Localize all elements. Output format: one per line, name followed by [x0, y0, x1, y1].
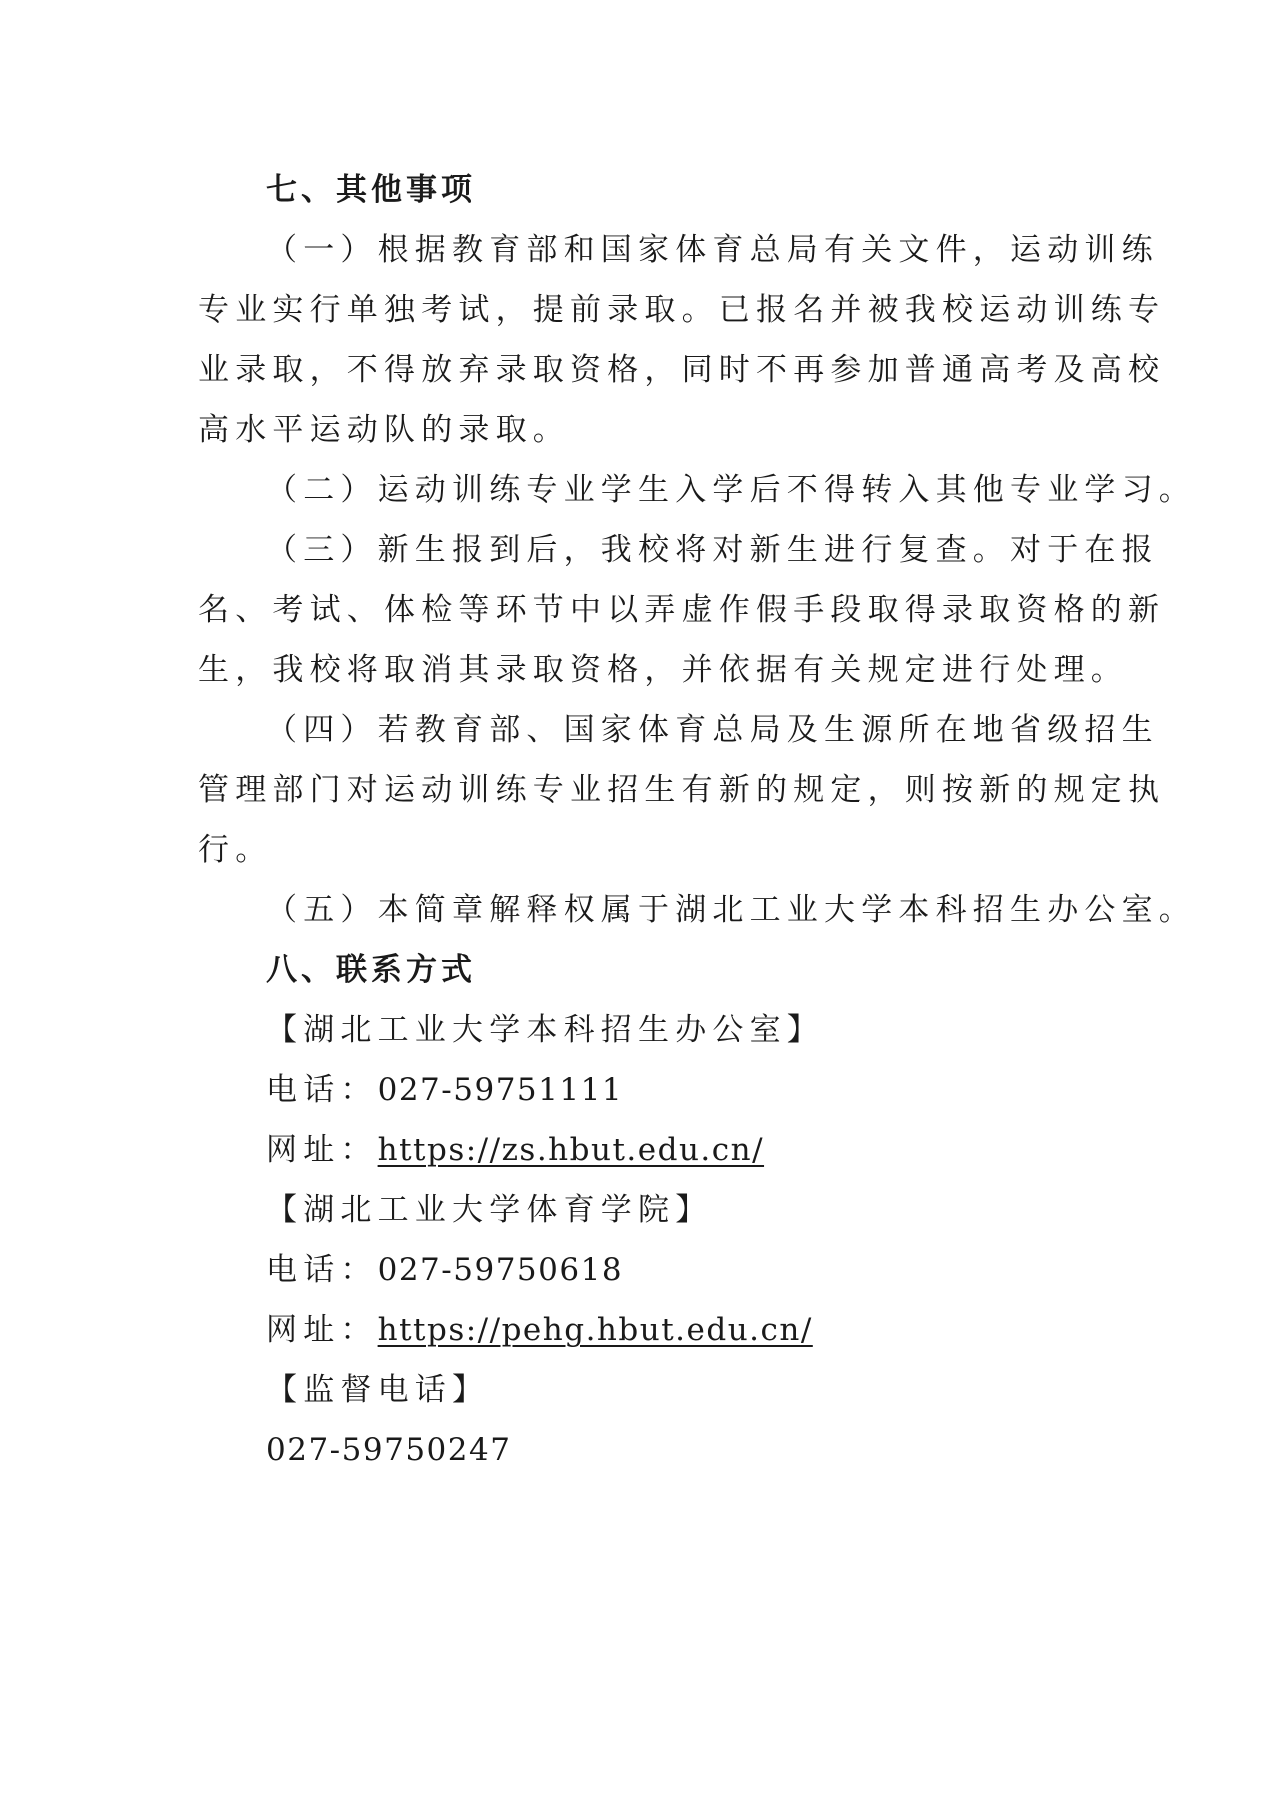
paragraph-line: 业录取，不得放弃录取资格，同时不再参加普通高考及高校 [198, 352, 1166, 388]
admissions-office-contact [198, 1000, 1098, 1180]
paragraph-4 [198, 700, 1166, 880]
phone-label: 电话： [266, 1252, 378, 1288]
paragraph-line: 管理部门对运动训练专业招生有新的规定，则按新的规定执 [198, 772, 1166, 808]
paragraph-1 [198, 220, 1166, 460]
supervision-title: 【监督电话】 [266, 1372, 490, 1408]
paragraph-2 [198, 460, 1196, 520]
paragraph-line: （三）新生报到后，我校将对新生进行复查。对于在报 [266, 532, 1159, 568]
supervision-contact [198, 1360, 1098, 1480]
admissions-office-phone-row [198, 1060, 1098, 1120]
admissions-office-website-link[interactable]: https://zs.hbut.edu.cn/ [377, 1132, 765, 1168]
paragraph-line: 生，我校将取消其录取资格，并依据有关规定进行处理。 [198, 652, 1128, 688]
phone-label: 电话： [266, 1072, 378, 1108]
section-8-heading: 八、联系方式 [266, 952, 476, 988]
paragraph-line: 行。 [198, 832, 273, 868]
pe-school-website-link[interactable]: https://pehg.hbut.edu.cn/ [377, 1312, 813, 1348]
web-label: 网址： [266, 1132, 378, 1168]
paragraph-3 [198, 520, 1166, 700]
admissions-office-title: 【湖北工业大学本科招生办公室】 [266, 1012, 824, 1048]
admissions-office-phone: 027-59751111 [377, 1072, 624, 1108]
document-body [198, 160, 1196, 1480]
paragraph-line: 专业实行单独考试，提前录取。已报名并被我校运动训练专 [198, 292, 1166, 328]
paragraph-5 [198, 880, 1196, 940]
pe-school-web-row [198, 1300, 1098, 1360]
paragraph-line: 高水平运动队的录取。 [198, 412, 570, 448]
admissions-office-web-row [198, 1120, 1098, 1180]
paragraph-line: 名、考试、体检等环节中以弄虚作假手段取得录取资格的新 [198, 592, 1166, 628]
paragraph-line: （五）本简章解释权属于湖北工业大学本科招生办公室。 [266, 892, 1196, 928]
paragraph-line: （二）运动训练专业学生入学后不得转入其他专业学习。 [266, 472, 1196, 508]
pe-school-phone: 027-59750618 [377, 1252, 624, 1288]
pe-school-title: 【湖北工业大学体育学院】 [266, 1192, 713, 1228]
pe-school-contact [198, 1180, 1098, 1360]
pe-school-phone-row [198, 1240, 1098, 1300]
web-label: 网址： [266, 1312, 378, 1348]
paragraph-line: （一）根据教育部和国家体育总局有关文件，运动训练 [266, 232, 1159, 268]
paragraph-line: （四）若教育部、国家体育总局及生源所在地省级招生 [266, 712, 1159, 748]
supervision-phone: 027-59750247 [266, 1432, 512, 1468]
section-7-heading: 七、其他事项 [266, 172, 476, 208]
